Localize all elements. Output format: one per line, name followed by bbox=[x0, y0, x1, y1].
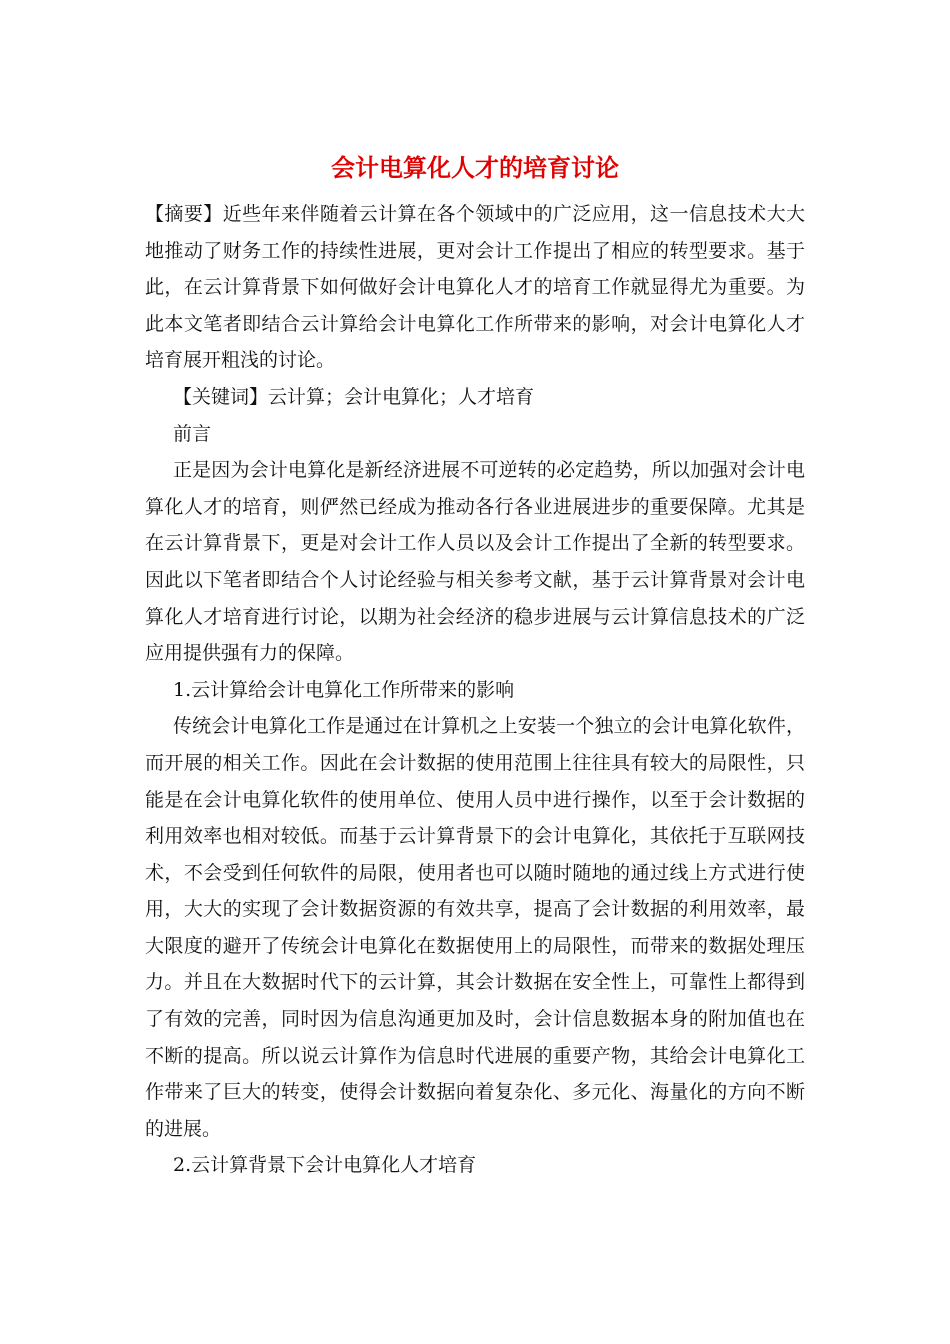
section-1-heading: 1.云计算给会计电算化工作所带来的影响 bbox=[173, 678, 515, 701]
keywords-paragraph: 【关键词】云计算；会计电算化；人才培育 bbox=[173, 385, 535, 408]
section-2-heading: 2.云计算背景下会计电算化人才培育 bbox=[173, 1154, 477, 1177]
preface-heading: 前言 bbox=[173, 422, 212, 445]
abstract-paragraph: 【摘要】近些年来伴随着云计算在各个领域中的广泛应用，这一信息技术大大地推动了财务工作的持续性进展，更对会计工作提出了相应的转型要求。基于此，在云计算背景下如何做好会计电算化人才的培育工作就显得尤为重要。为此本文笔者即结合云计算给会计电算化工作所带来的影响，对会计电算化人才培育展开粗浅的讨论。 bbox=[145, 203, 805, 372]
document-title: 会计电算化人才的培育讨论 bbox=[331, 153, 619, 182]
section-1-paragraph: 传统会计电算化工作是通过在计算机之上安装一个独立的会计电算化软件，而开展的相关工作。因此在会计数据的使用范围上往往具有较大的局限性，只能是在会计电算化软件的使用单位、使用人员中进行操作，以至于会计数据的利用效率也相对较低。而基于云计算背景下的会计电算化，其依托于互联网技术，不会受到任何软件的局限，使用者也可以随时随地的通过线上方式进行使用，大大的实现了会计数据资源的有效共享，提高了会计数据的利用效率，最大限度的避开了传统会计电算化在数据使用上的局限性，而带来的数据处理压力。并且在大数据时代下的云计算，其会计数据在安全性上，可靠性上都得到了有效的完善，同时因为信息沟通更加及时，会计信息数据本身的附加值也在不断的提高。所以说云计算作为信息时代进展的重要产物，其给会计电算化工作带来了巨大的转变，使得会计数据向着复杂化、多元化、海量化的方向不断的进展。 bbox=[145, 715, 805, 1140]
preface-paragraph: 正是因为会计电算化是新经济进展不可逆转的必定趋势，所以加强对会计电算化人才的培育，则俨然已经成为推动各行各业进展进步的重要保障。尤其是在云计算背景下，更是对会计工作人员以及会计工作提出了全新的转型要求。因此以下笔者即结合个人讨论经验与相关参考文献，基于云计算背景对会计电算化人才培育进行讨论，以期为社会经济的稳步进展与云计算信息技术的广泛应用提供强有力的保障。 bbox=[145, 459, 805, 665]
document-body bbox=[145, 146, 805, 1184]
